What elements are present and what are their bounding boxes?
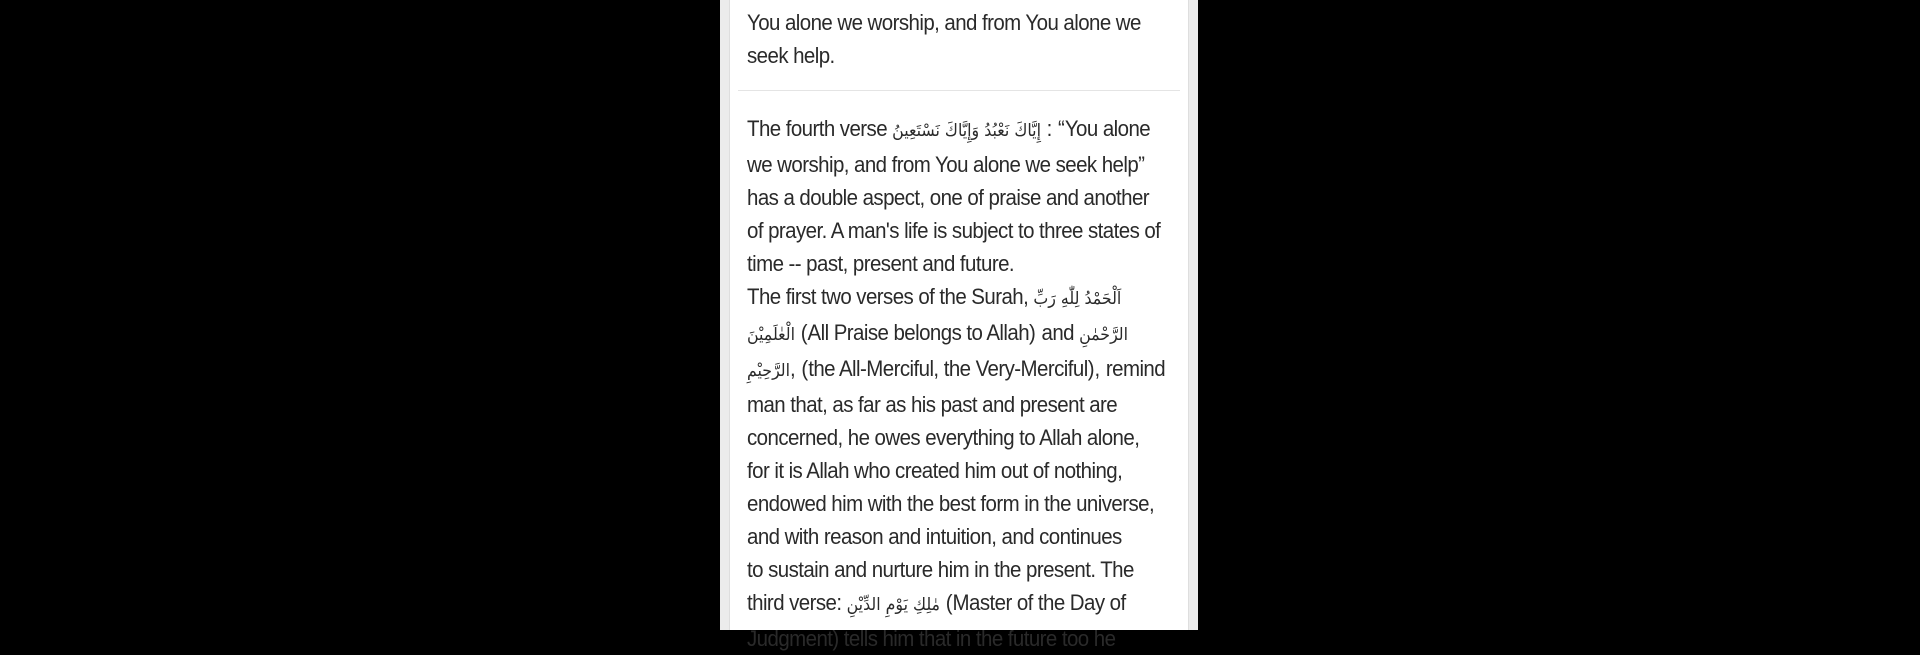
arabic-verse: اَلْحَمْدُ لِلّٰهِ رَبِّ xyxy=(1033,289,1122,309)
commentary-line: man that, as far as his past and present are xyxy=(747,392,1118,417)
arabic-verse: مٰلِكِ يَوْمِ الدِّيْنِ xyxy=(846,595,941,615)
commentary-line: we worship, and from You alone we seek help” xyxy=(747,152,1145,177)
translation-line: You alone we worship, and from You alone we xyxy=(747,10,1141,35)
commentary-line: الرَّحِيْمِ, (the All-Merciful, the Very-Merciful), remind xyxy=(747,356,1166,381)
commentary-line: time -- past, present and future. xyxy=(747,251,1015,276)
commentary-line: of prayer. A man's life is subject to three states of xyxy=(747,218,1161,243)
arabic-verse: الرَّحِيْمِ xyxy=(747,361,791,381)
app-screen xyxy=(720,0,1198,651)
arabic-verse: إِيَّاكَ نَعْبُدُ وَإِيَّاكَ نَسْتَعِينُ xyxy=(892,121,1041,141)
commentary-line: to sustain and nurture him in the present. The xyxy=(747,557,1134,582)
commentary-line: and with reason and intuition, and continues xyxy=(747,524,1122,549)
commentary-line: third verse: مٰلِكِ يَوْمِ الدِّيْنِ (Master of the Day of xyxy=(747,590,1126,615)
commentary-line: concerned, he owes everything to Allah alone, xyxy=(747,425,1140,450)
arabic-verse: الْعٰلَمِيْنَ xyxy=(747,325,796,345)
content-card[interactable] xyxy=(729,0,1189,651)
commentary-text xyxy=(747,112,1184,655)
commentary-line: The fourth verse إِيَّاكَ نَعْبُدُ وَإِيَّاكَ نَسْتَعِينُ : “You alone xyxy=(747,116,1151,141)
verse-translation xyxy=(747,6,1141,72)
arabic-verse: الرَّحْمٰنِ xyxy=(1079,325,1129,345)
commentary-line: endowed him with the best form in the universe, xyxy=(747,491,1155,516)
commentary-line: The first two verses of the Surah, اَلْحَمْدُ لِلّٰهِ رَبِّ xyxy=(747,284,1122,309)
commentary-line: has a double aspect, one of praise and another xyxy=(747,185,1150,210)
commentary-line: الْعٰلَمِيْنَ (All Praise belongs to Allah) and الرَّحْمٰنِ xyxy=(747,320,1129,345)
commentary-line: Judgment) tells him that in the future too he xyxy=(747,626,1116,651)
translation-line: seek help. xyxy=(747,43,835,68)
divider xyxy=(738,90,1180,91)
commentary-line: for it is Allah who created him out of nothing, xyxy=(747,458,1123,483)
